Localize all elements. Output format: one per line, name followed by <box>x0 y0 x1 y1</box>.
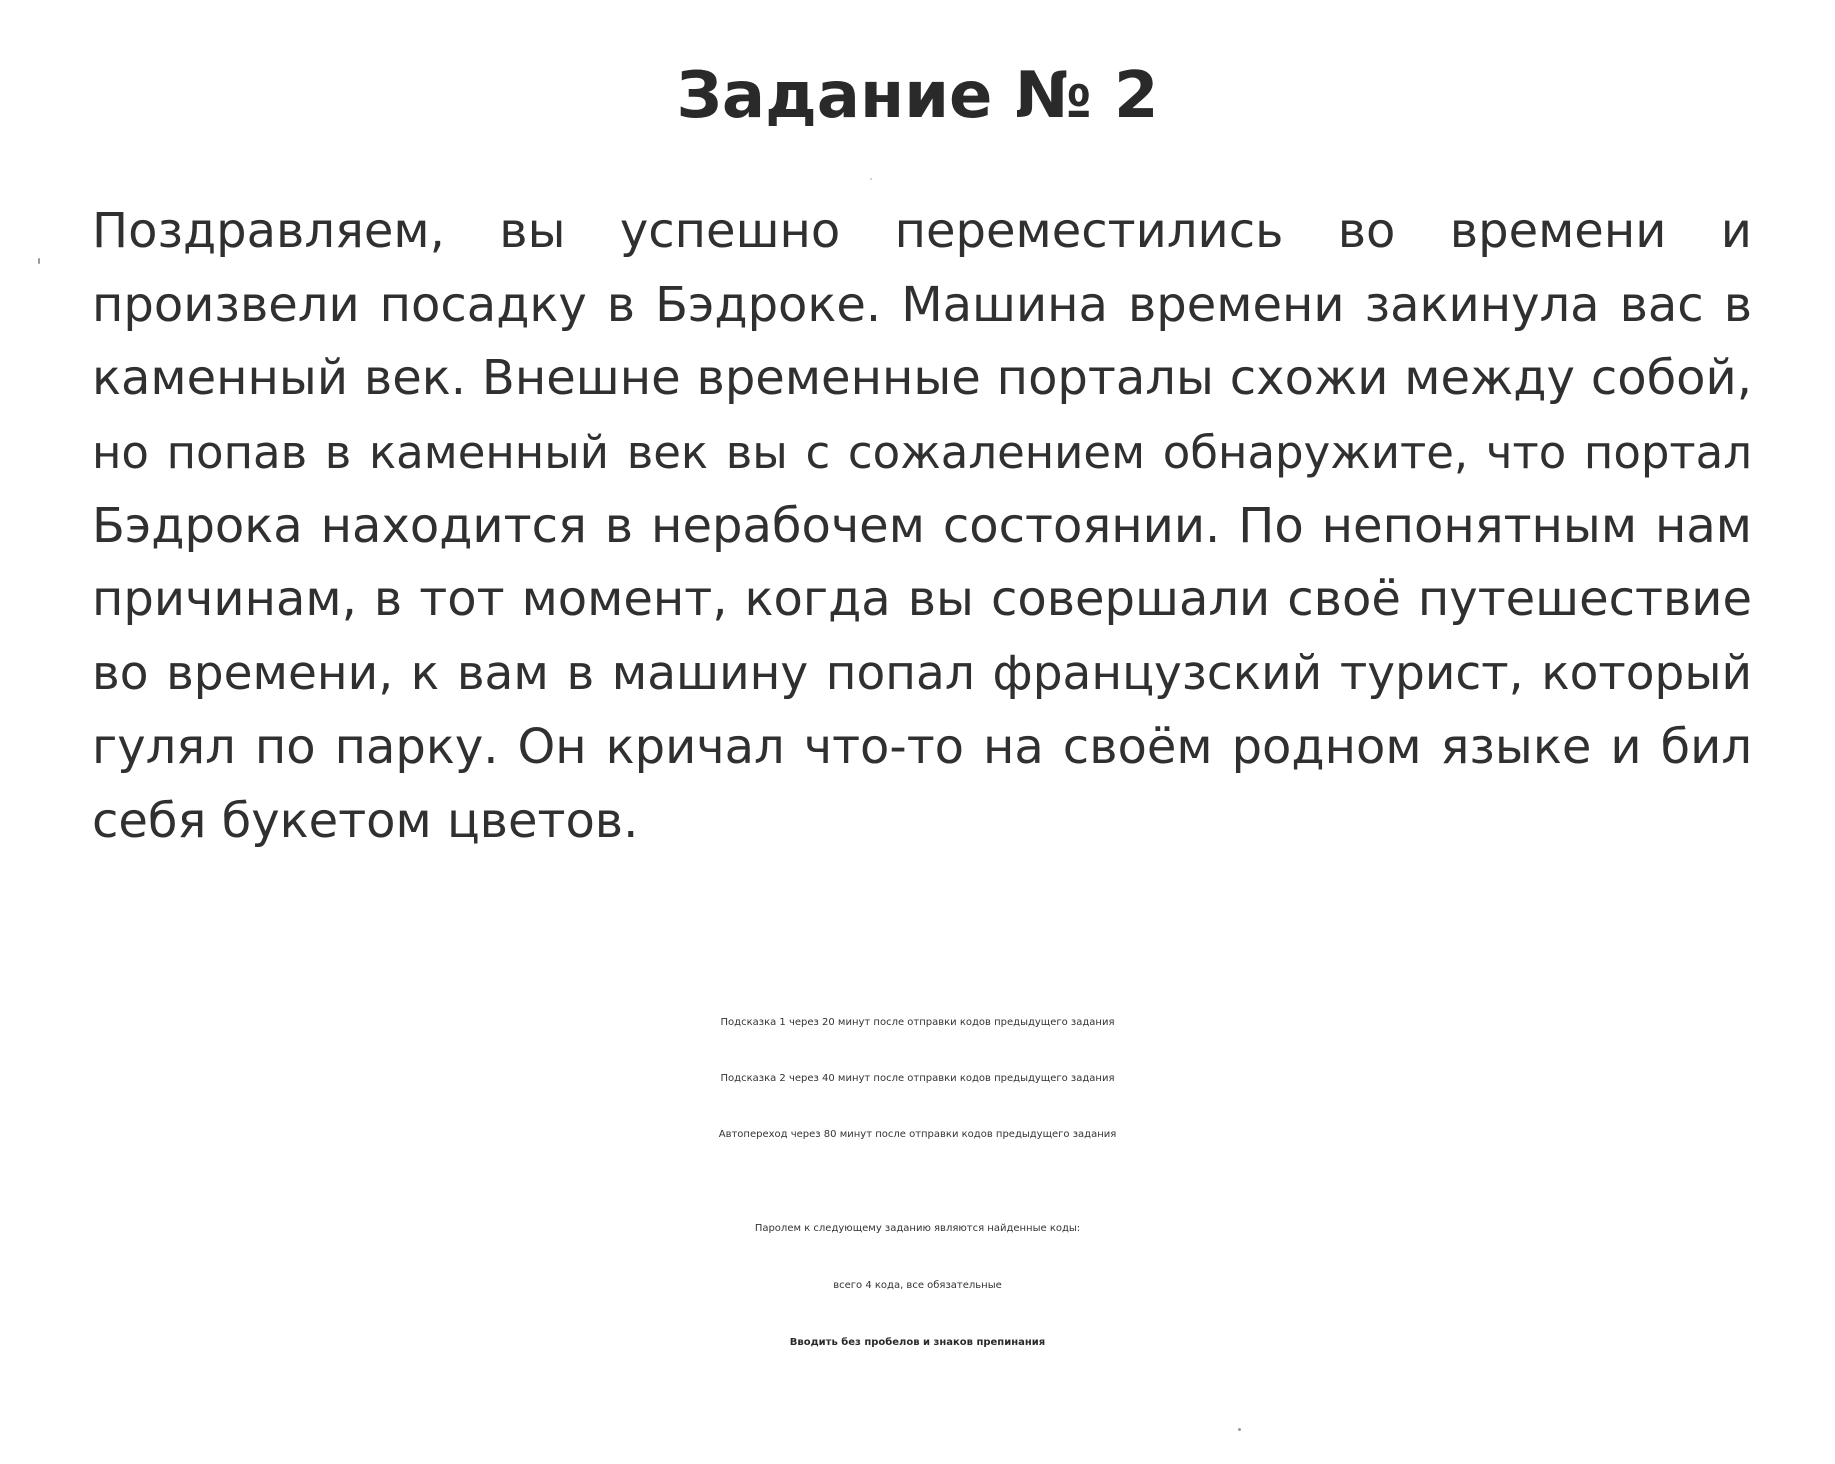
description-line: гулял по парку. Он кричал что-то на своём родном языке и бил <box>92 718 1752 775</box>
password-block <box>0 1200 1835 1371</box>
description-line: Бэдрока находится в нерабочем состоянии. По непонятным нам <box>92 497 1752 554</box>
password-intro: Паролем к следующему заданию являются найденные коды: <box>754 1223 1081 1234</box>
description-line: каменный век. Внешне временные порталы схожи между собой, <box>92 350 1752 407</box>
autoskip-line: Автопереход через 80 минут после отправки кодов предыдущего задания <box>718 1129 1117 1140</box>
task-description <box>92 195 1752 858</box>
description-line: произвели посадку в Бэдроке. Машина времени закинула вас в <box>92 276 1752 333</box>
description-line: Поздравляем, вы успешно переместились во времени и <box>92 203 1752 259</box>
description-line: во времени, к вам в машину попал французский турист, который <box>92 646 1752 702</box>
scan-speck <box>870 178 872 180</box>
description-line: себя букетом цветов. <box>92 792 639 849</box>
password-count: всего 4 кода, все обязательные <box>833 1280 1002 1291</box>
page-title: Задание № 2 <box>676 59 1159 133</box>
hint-line-2: Подсказка 2 через 40 минут после отправки кодов предыдущего задания <box>720 1073 1115 1084</box>
description-line: но попав в каменный век вы с сожалением обнаружите, что портал <box>92 426 1752 480</box>
hints-block <box>0 995 1835 1163</box>
password-rule: Вводить без пробелов и знаков препинания <box>789 1337 1046 1348</box>
description-line: причинам, в тот момент, когда вы совершали своё путешествие <box>92 571 1752 628</box>
scan-speck <box>1238 1428 1241 1431</box>
hint-line-1: Подсказка 1 через 20 минут после отправки кодов предыдущего задания <box>720 1017 1115 1028</box>
scan-speck <box>38 258 40 264</box>
